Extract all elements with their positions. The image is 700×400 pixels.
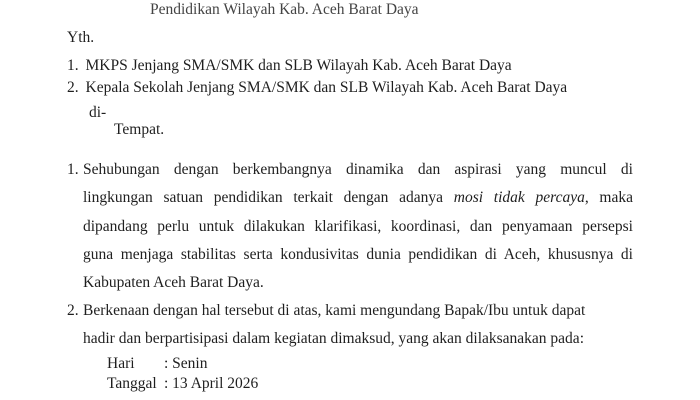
list-number: 2.	[67, 79, 79, 96]
recipient-item	[67, 57, 512, 75]
detail-label: Tanggal	[107, 375, 157, 392]
paragraph-line: Berkenaan dengan hal tersebut di atas, kami mengundang Bapak/Ibu untuk dapat	[83, 302, 586, 319]
paragraph-line: hadir dan berpartisipasi dalam kegiatan dimaksud, yang akan dilaksanakan pada:	[83, 330, 584, 347]
recipient-text: MKPS Jenjang SMA/SMK dan SLB Wilayah Kab. Aceh Barat Daya	[85, 57, 512, 74]
detail-value: : 13 April 2026	[164, 375, 259, 392]
list-number: 1.	[67, 161, 79, 178]
emphasis-text: mosi tidak percaya	[453, 189, 585, 206]
detail-label: Hari	[107, 355, 135, 372]
header-fragment: Pendidikan Wilayah Kab. Aceh Barat Daya	[150, 1, 419, 18]
paragraph-line: guna menjaga stabilitas serta kondusivitas dunia pendidikan di Aceh, khususnya di	[83, 246, 633, 263]
detail-value: : Senin	[164, 355, 208, 372]
paragraph-line: dipandang perlu untuk dilakukan klarifikasi, koordinasi, dan penyamaan persepsi	[83, 218, 633, 235]
text: , maka	[584, 189, 633, 206]
recipient-item	[67, 79, 567, 97]
tempat-label: Tempat.	[114, 121, 165, 138]
recipient-text: Kepala Sekolah Jenjang SMA/SMK dan SLB Wilayah Kab. Aceh Barat Daya	[85, 79, 568, 96]
text: lingkungan satuan pendidikan terkait dengan adanya	[83, 189, 454, 206]
paragraph-line	[83, 188, 633, 208]
paragraph-line: Kabupaten Aceh Barat Daya.	[83, 274, 264, 291]
list-number: 2.	[67, 302, 79, 319]
list-number: 1.	[67, 57, 79, 74]
paragraph-line: Sehubungan dengan berkembangnya dinamika dan aspirasi yang muncul di	[83, 161, 633, 178]
di-label: di-	[89, 104, 107, 121]
salutation: Yth.	[67, 29, 95, 46]
